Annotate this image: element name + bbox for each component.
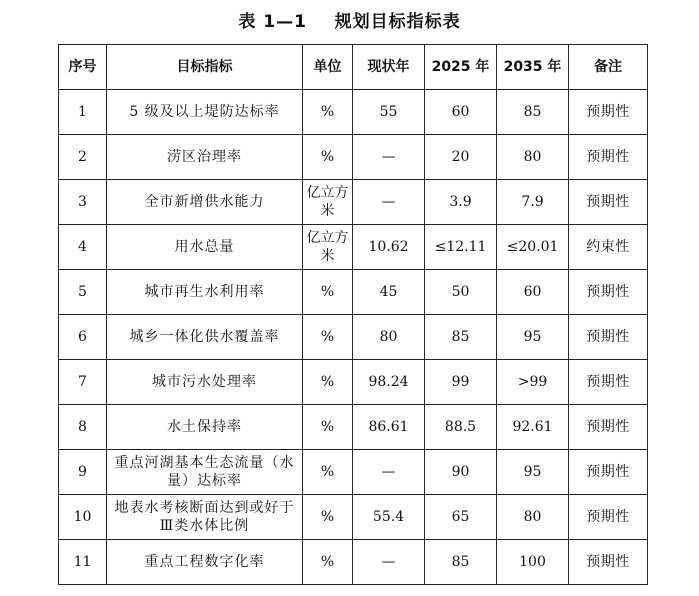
table-caption: 表 1—1 规划目标指标表 [238, 12, 461, 32]
cell-note: 约束性 [569, 225, 648, 270]
cell-current: 45 [353, 270, 425, 315]
cell-note: 预期性 [569, 270, 648, 315]
table-row [59, 315, 648, 360]
cell-unit: 亿立方米 [303, 180, 353, 225]
cell-2035: 7.9 [497, 180, 569, 225]
cell-note: 预期性 [569, 540, 648, 585]
cell-note: 预期性 [569, 180, 648, 225]
cell-seq: 4 [59, 225, 107, 270]
cell-note: 预期性 [569, 135, 648, 180]
cell-current: 86.61 [353, 405, 425, 450]
cell-note: 预期性 [569, 450, 648, 495]
cell-current: 10.62 [353, 225, 425, 270]
table-row [59, 495, 648, 540]
cell-2025: 99 [425, 360, 497, 405]
cell-2025: 90 [425, 450, 497, 495]
header-2025: 2025 年 [425, 45, 497, 90]
cell-seq: 8 [59, 405, 107, 450]
cell-note: 预期性 [569, 315, 648, 360]
cell-unit: % [303, 405, 353, 450]
cell-2035: ≤20.01 [497, 225, 569, 270]
cell-indicator: 地表水考核断面达到或好于Ⅲ类水体比例 [107, 495, 303, 540]
cell-indicator: 城市再生水利用率 [107, 270, 303, 315]
table-row [59, 450, 648, 495]
header-unit: 单位 [303, 45, 353, 90]
cell-seq: 1 [59, 90, 107, 135]
cell-unit: % [303, 450, 353, 495]
cell-note: 预期性 [569, 495, 648, 540]
table-row [59, 90, 648, 135]
cell-2035: >99 [497, 360, 569, 405]
cell-seq: 2 [59, 135, 107, 180]
cell-2035: 92.61 [497, 405, 569, 450]
cell-2025: 50 [425, 270, 497, 315]
cell-current: — [353, 180, 425, 225]
cell-indicator: 城乡一体化供水覆盖率 [107, 315, 303, 360]
cell-unit: % [303, 135, 353, 180]
cell-2035: 85 [497, 90, 569, 135]
table-row [59, 360, 648, 405]
cell-note: 预期性 [569, 90, 648, 135]
cell-note: 预期性 [569, 360, 648, 405]
header-2035: 2035 年 [497, 45, 569, 90]
cell-seq: 11 [59, 540, 107, 585]
cell-indicator: 重点河湖基本生态流量（水量）达标率 [107, 450, 303, 495]
cell-current: — [353, 450, 425, 495]
cell-current: 98.24 [353, 360, 425, 405]
table-row [59, 135, 648, 180]
cell-seq: 7 [59, 360, 107, 405]
cell-seq: 10 [59, 495, 107, 540]
cell-unit: % [303, 360, 353, 405]
cell-unit: 亿立方米 [303, 225, 353, 270]
cell-2025: 85 [425, 540, 497, 585]
cell-2025: 20 [425, 135, 497, 180]
cell-2035: 80 [497, 135, 569, 180]
cell-indicator: 城市污水处理率 [107, 360, 303, 405]
cell-2035: 95 [497, 315, 569, 360]
cell-current: 80 [353, 315, 425, 360]
cell-current: 55 [353, 90, 425, 135]
cell-current: 55.4 [353, 495, 425, 540]
table-header-row [59, 45, 648, 90]
cell-indicator: 水土保持率 [107, 405, 303, 450]
cell-current: — [353, 135, 425, 180]
cell-seq: 9 [59, 450, 107, 495]
header-seq: 序号 [59, 45, 107, 90]
planning-indicators-table [58, 44, 648, 585]
cell-seq: 3 [59, 180, 107, 225]
table-row [59, 270, 648, 315]
table-row [59, 540, 648, 585]
cell-unit: % [303, 315, 353, 360]
header-note: 备注 [569, 45, 648, 90]
table-row [59, 180, 648, 225]
cell-seq: 6 [59, 315, 107, 360]
cell-unit: % [303, 90, 353, 135]
cell-2025: 60 [425, 90, 497, 135]
cell-unit: % [303, 540, 353, 585]
cell-indicator: 全市新增供水能力 [107, 180, 303, 225]
cell-2025: ≤12.11 [425, 225, 497, 270]
cell-unit: % [303, 270, 353, 315]
cell-seq: 5 [59, 270, 107, 315]
cell-2025: 85 [425, 315, 497, 360]
cell-unit: % [303, 495, 353, 540]
header-indicator: 目标指标 [107, 45, 303, 90]
table-row [59, 405, 648, 450]
cell-2035: 60 [497, 270, 569, 315]
cell-2035: 80 [497, 495, 569, 540]
cell-indicator: 涝区治理率 [107, 135, 303, 180]
table-row [59, 225, 648, 270]
cell-indicator: 用水总量 [107, 225, 303, 270]
cell-2035: 95 [497, 450, 569, 495]
cell-current: — [353, 540, 425, 585]
header-current: 现状年 [353, 45, 425, 90]
cell-indicator: 重点工程数字化率 [107, 540, 303, 585]
cell-2025: 3.9 [425, 180, 497, 225]
cell-2035: 100 [497, 540, 569, 585]
cell-2025: 88.5 [425, 405, 497, 450]
cell-2025: 65 [425, 495, 497, 540]
cell-note: 预期性 [569, 405, 648, 450]
cell-indicator: 5 级及以上堤防达标率 [107, 90, 303, 135]
